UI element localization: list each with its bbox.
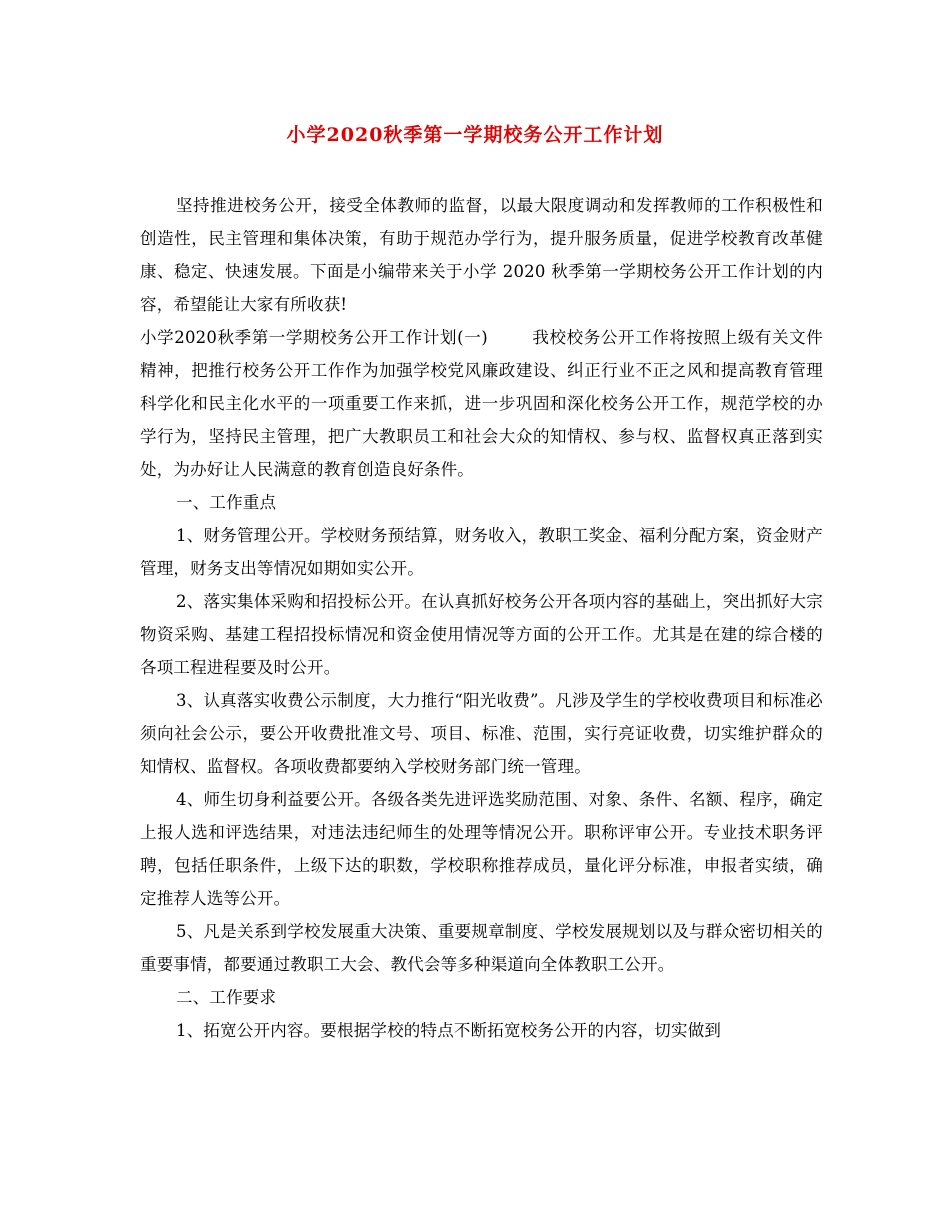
intro-paragraph: 坚持推进校务公开，接受全体教师的监督，以最大限度调动和发挥教师的工作积极性和创造性，民主管理和集体决策，有助于规范办学行为，提升服务质量，促进学校教育改革健康、稳定、快速发展。下面是小编带来关于小学 2020 秋季第一学期校务公开工作计划的内容，希望能让大家有所收获! (140, 196, 823, 314)
plan-paragraph (140, 321, 823, 486)
section-heading-work-focus: 一、工作重点 (176, 493, 277, 512)
work-focus-item-3: 3、认真落实收费公示制度，大力推行“阳光收费”。凡涉及学生的学校收费项目和标准必须向社会公示，要公开收费批准文号、项目、标准、范围，实行亮证收费，切实维护群众的知情权、监督权。各项收费都要纳入学校财务部门统一管理。 (140, 691, 823, 776)
work-requirement-item-1: 1、拓宽公开内容。要根据学校的特点不断拓宽校务公开的内容，切实做到 (176, 1021, 722, 1040)
work-focus-item-4: 4、师生切身利益要公开。各级各类先进评选奖励范围、对象、条件、名额、程序，确定上报人选和评选结果，对违法违纪师生的处理等情况公开。职称评审公开。专业技术职务评聘，包括任职条件，上级下达的职数，学校职称推荐成员，量化评分标准，申报者实绩，确定推荐人选等公开。 (140, 790, 823, 908)
plan-text: 我校校务公开工作将按照上级有关文件精神，把推行校务公开工作作为加强学校党风廉政建设、纠正行业不正之风和提高教育管理科学化和民主化水平的一项重要工作来抓，进一步巩固和深化校务公开工作，规范学校的办学行为，坚持民主管理，把广大教职员工和社会大众的知情权、参与权、监督权真正落到实处，为办好让人民满意的教育创造良好条件。 (140, 328, 823, 479)
work-focus-item-5: 5、凡是关系到学校发展重大决策、重要规章制度、学校发展规划以及与群众密切相关的重要事情，都要通过教职工大会、教代会等多种渠道向全体教职工公开。 (140, 922, 823, 974)
work-focus-item-1: 1、财务管理公开。学校财务预结算，财务收入，教职工奖金、福利分配方案，资金财产管理，财务支出等情况如期如实公开。 (140, 526, 823, 578)
section-heading-work-requirements: 二、工作要求 (176, 988, 277, 1007)
work-focus-item-2: 2、落实集体采购和招投标公开。在认真抓好校务公开各项内容的基础上，突出抓好大宗物资采购、基建工程招投标情况和资金使用情况等方面的公开工作。尤其是在建的综合楼的各项工程进程要及时公开。 (140, 592, 823, 677)
document-title: 小学2020秋季第一学期校务公开工作计划 (286, 124, 664, 146)
plan-heading: 小学2020秋季第一学期校务公开工作计划(一) (140, 328, 488, 347)
document-body (140, 189, 823, 1047)
